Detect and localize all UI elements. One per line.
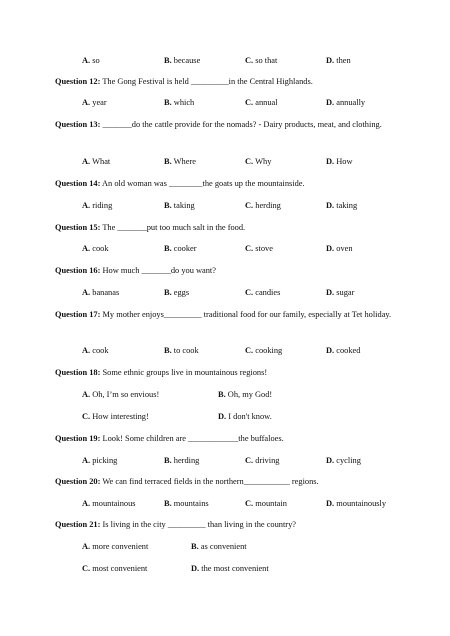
option-letter: B. bbox=[164, 499, 172, 508]
option-letter: D. bbox=[326, 244, 335, 253]
option-text: eggs bbox=[171, 288, 190, 297]
option-text: cooking bbox=[253, 346, 283, 355]
option-letter: A. bbox=[82, 499, 91, 508]
q19-option-d bbox=[326, 455, 361, 467]
option-text: stove bbox=[253, 244, 273, 253]
option-letter: A. bbox=[82, 244, 91, 253]
option-text: annually bbox=[334, 98, 366, 107]
option-text: cycling bbox=[334, 456, 361, 465]
question-18 bbox=[55, 366, 395, 380]
q18-option-d bbox=[218, 411, 272, 423]
question-16 bbox=[55, 264, 395, 278]
option-text: Why bbox=[253, 157, 272, 166]
question-text: How much _______do you want? bbox=[100, 266, 216, 275]
option-letter: D. bbox=[326, 456, 335, 465]
q15-option-a bbox=[82, 243, 109, 255]
q19-option-a bbox=[82, 455, 117, 467]
question-label: Question 20: bbox=[55, 477, 101, 486]
q20-option-c bbox=[245, 498, 287, 510]
question-label: Question 13: bbox=[55, 120, 101, 129]
question-label: Question 12: bbox=[55, 77, 101, 86]
option-text: driving bbox=[253, 456, 280, 465]
q19-option-c bbox=[245, 455, 279, 467]
option-letter: D. bbox=[326, 288, 335, 297]
option-letter: A. bbox=[82, 346, 91, 355]
question-label: Question 21: bbox=[55, 520, 101, 529]
question-19 bbox=[55, 432, 395, 446]
q11-option-b bbox=[164, 55, 200, 67]
option-letter: B. bbox=[164, 157, 172, 166]
option-text: more convenient bbox=[90, 542, 149, 551]
option-letter: D. bbox=[191, 564, 200, 573]
option-text: so bbox=[90, 56, 100, 65]
q20-option-b bbox=[164, 498, 209, 510]
option-text: as convenient bbox=[198, 542, 247, 551]
question-label: Question 14: bbox=[55, 179, 101, 188]
option-letter: A. bbox=[82, 98, 91, 107]
q13-option-d bbox=[326, 156, 353, 168]
option-text: most convenient bbox=[90, 564, 148, 573]
option-letter: C. bbox=[245, 56, 254, 65]
option-text: riding bbox=[90, 201, 113, 210]
option-letter: D. bbox=[326, 56, 335, 65]
q17-option-a bbox=[82, 345, 109, 357]
option-letter: B. bbox=[191, 542, 199, 551]
question-12 bbox=[55, 75, 395, 89]
q18-option-b bbox=[218, 389, 272, 401]
q15-option-d bbox=[326, 243, 353, 255]
option-letter: C. bbox=[245, 456, 254, 465]
q19-option-b bbox=[164, 455, 199, 467]
q21-option-d bbox=[191, 563, 269, 575]
option-text: picking bbox=[90, 456, 118, 465]
question-text: Is living in the city _________ than living in the country? bbox=[100, 520, 296, 529]
option-text: Oh, my God! bbox=[225, 390, 273, 399]
question-text: Some ethnic groups live in mountainous regions! bbox=[100, 368, 268, 377]
option-letter: D. bbox=[326, 346, 335, 355]
q16-option-d bbox=[326, 287, 354, 299]
question-17 bbox=[55, 308, 395, 322]
option-text: mountain bbox=[253, 499, 287, 508]
option-text: Oh, I’m so envious! bbox=[90, 390, 160, 399]
option-letter: A. bbox=[82, 456, 91, 465]
option-text: cook bbox=[90, 244, 109, 253]
option-text: cooker bbox=[171, 244, 197, 253]
option-text: oven bbox=[334, 244, 353, 253]
option-letter: D. bbox=[326, 201, 335, 210]
option-text: mountains bbox=[171, 499, 209, 508]
q21-option-c bbox=[82, 563, 147, 575]
option-text: bananas bbox=[90, 288, 120, 297]
option-letter: C. bbox=[245, 201, 254, 210]
option-text: mountainous bbox=[90, 499, 136, 508]
option-letter: C. bbox=[245, 288, 254, 297]
q20-option-a bbox=[82, 498, 136, 510]
option-letter: A. bbox=[82, 288, 91, 297]
option-letter: B. bbox=[164, 288, 172, 297]
q13-option-a bbox=[82, 156, 110, 168]
option-letter: D. bbox=[218, 412, 227, 421]
q12-option-d bbox=[326, 97, 365, 109]
question-text: Look! Some children are ____________the buffaloes. bbox=[100, 434, 284, 443]
q12-option-b bbox=[164, 97, 194, 109]
option-text: annual bbox=[253, 98, 278, 107]
option-text: How bbox=[334, 157, 353, 166]
option-text: Where bbox=[171, 157, 196, 166]
question-label: Question 18: bbox=[55, 368, 101, 377]
question-text: My mother enjoys_________ traditional food for our family, especially at Tet holiday. bbox=[100, 310, 392, 319]
option-letter: C. bbox=[245, 499, 254, 508]
option-letter: B. bbox=[164, 56, 172, 65]
q21-option-b bbox=[191, 541, 247, 553]
q11-option-a bbox=[82, 55, 100, 67]
question-label: Question 16: bbox=[55, 266, 101, 275]
q14-option-a bbox=[82, 200, 112, 212]
option-text: taking bbox=[334, 201, 358, 210]
question-text: _______do the cattle provide for the nomads? - Dairy products, meat, and clothing. bbox=[100, 120, 382, 129]
option-letter: B. bbox=[218, 390, 226, 399]
option-letter: D. bbox=[326, 98, 335, 107]
option-text: herding bbox=[171, 456, 200, 465]
option-letter: C. bbox=[245, 98, 254, 107]
option-text: so that bbox=[253, 56, 278, 65]
q20-option-d bbox=[326, 498, 386, 510]
option-text: year bbox=[90, 98, 107, 107]
q14-option-c bbox=[245, 200, 281, 212]
q11-option-c bbox=[245, 55, 277, 67]
q18-option-a bbox=[82, 389, 159, 401]
option-text: taking bbox=[171, 201, 195, 210]
option-text: cook bbox=[90, 346, 109, 355]
q15-option-b bbox=[164, 243, 197, 255]
option-letter: B. bbox=[164, 346, 172, 355]
option-letter: C. bbox=[82, 564, 91, 573]
option-letter: A. bbox=[82, 201, 91, 210]
option-letter: B. bbox=[164, 244, 172, 253]
q16-option-c bbox=[245, 287, 280, 299]
q14-option-d bbox=[326, 200, 357, 212]
option-letter: D. bbox=[326, 499, 335, 508]
option-text: sugar bbox=[334, 288, 355, 297]
option-text: How interesting! bbox=[90, 412, 149, 421]
q11-option-d bbox=[326, 55, 351, 67]
q16-option-a bbox=[82, 287, 119, 299]
question-20 bbox=[55, 475, 395, 489]
option-letter: A. bbox=[82, 390, 91, 399]
option-letter: C. bbox=[245, 157, 254, 166]
option-text: the most convenient bbox=[199, 564, 269, 573]
q14-option-b bbox=[164, 200, 195, 212]
q18-option-c bbox=[82, 411, 149, 423]
question-label: Question 19: bbox=[55, 434, 101, 443]
question-21 bbox=[55, 518, 395, 532]
question-label: Question 15: bbox=[55, 223, 101, 232]
question-14 bbox=[55, 177, 395, 191]
option-letter: C. bbox=[82, 412, 91, 421]
option-letter: A. bbox=[82, 157, 91, 166]
option-text: mountainously bbox=[334, 499, 387, 508]
question-label: Question 17: bbox=[55, 310, 101, 319]
question-text: The Gong Festival is held _________in the Central Highlands. bbox=[100, 77, 313, 86]
q17-option-b bbox=[164, 345, 199, 357]
question-15 bbox=[55, 221, 395, 235]
option-letter: C. bbox=[245, 346, 254, 355]
option-text: herding bbox=[253, 201, 281, 210]
option-letter: B. bbox=[164, 98, 172, 107]
question-text: The _______put too much salt in the food. bbox=[100, 223, 246, 232]
q17-option-c bbox=[245, 345, 282, 357]
option-letter: A. bbox=[82, 56, 91, 65]
option-letter: B. bbox=[164, 456, 172, 465]
option-text: cooked bbox=[334, 346, 361, 355]
q12-option-a bbox=[82, 97, 107, 109]
option-text: What bbox=[90, 157, 111, 166]
question-13 bbox=[55, 118, 395, 132]
question-text: An old woman was ________the goats up the mountainside. bbox=[100, 179, 305, 188]
q13-option-b bbox=[164, 156, 196, 168]
q13-option-c bbox=[245, 156, 271, 168]
option-letter: B. bbox=[164, 201, 172, 210]
option-text: I don't know. bbox=[226, 412, 272, 421]
q21-option-a bbox=[82, 541, 148, 553]
q17-option-d bbox=[326, 345, 360, 357]
option-text: then bbox=[334, 56, 351, 65]
option-text: because bbox=[171, 56, 201, 65]
option-letter: A. bbox=[82, 542, 91, 551]
option-text: which bbox=[171, 98, 195, 107]
option-text: candies bbox=[253, 288, 281, 297]
option-letter: D. bbox=[326, 157, 335, 166]
q12-option-c bbox=[245, 97, 278, 109]
q16-option-b bbox=[164, 287, 189, 299]
question-text: We can find terraced fields in the northern___________ regions. bbox=[100, 477, 319, 486]
option-text: to cook bbox=[171, 346, 199, 355]
q15-option-c bbox=[245, 243, 273, 255]
option-letter: C. bbox=[245, 244, 254, 253]
